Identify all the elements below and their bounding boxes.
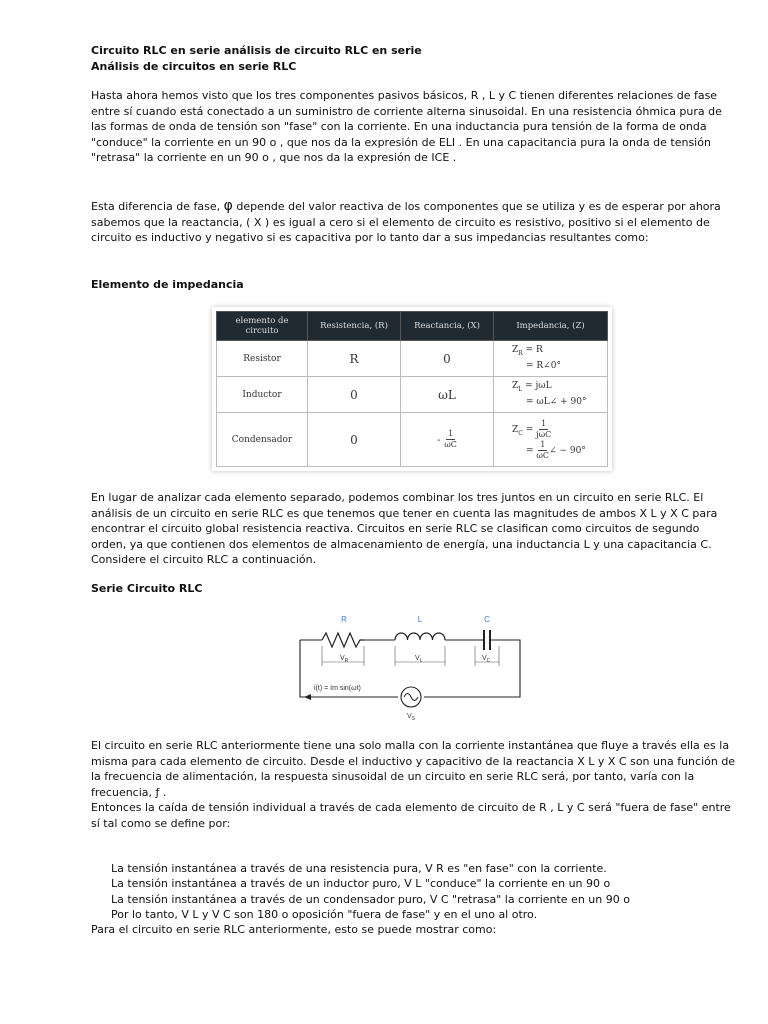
heading-series-circuit: Serie Circuito RLC <box>91 582 203 595</box>
label-vr <box>340 655 349 664</box>
label-c: C <box>484 615 490 624</box>
table-row <box>217 377 608 413</box>
impedance-fraction <box>536 440 549 461</box>
z-symbol: Z <box>512 424 519 435</box>
table-row <box>217 341 608 377</box>
label-r: R <box>341 615 347 624</box>
rlc-circuit-diagram <box>292 610 528 722</box>
reactance-value <box>401 413 494 467</box>
paragraph-phase-difference <box>91 199 736 246</box>
z-symbol: Z <box>512 381 519 392</box>
impedance-line1 <box>512 419 604 440</box>
fraction-numerator: 1 <box>540 439 546 449</box>
z-expression: = jωL <box>522 381 552 392</box>
paragraph-intro: Hasta ahora hemos visto que los tres componentes pasivos básicos, R , L y C tienen diferentes relaciones de fase entre sí cuando está conectado a un suministro de corriente alterna sinusoidal. En una resistencia óhmica pura de las formas de onda de tensión son "fase" con la corriente. En una inductancia pura tensión de la forma de onda "conduce" la corriente en un 90 o , que nos da la expresión de ELI . En una capacitancia pura la onda de tensión "retrasa" la corriente en un 90 o , que nos da la expresión de ICE . <box>91 89 722 164</box>
current-arrow-icon <box>304 694 311 700</box>
z-subscript: C <box>518 429 523 437</box>
table-header-cell: elemento de circuito <box>217 312 308 341</box>
circuit-labels <box>314 615 491 722</box>
table-row <box>217 413 608 467</box>
angle-expression: ∠ − 90° <box>549 445 586 456</box>
label-vl-main: V <box>415 655 420 662</box>
paragraph-single-mesh: El circuito en serie RLC anteriormente tiene una solo malla con la corriente instantánea que fluye a través ella es la misma para cada elemento de circuito. Desde el inductivo y capacitivo de la reactancia X L y X C son una función de la frecuencia de alimentación, la respuesta sinusoidal de un circuito en serie RLC será, por tanto, varía con la frecuencia, ƒ . <box>91 739 736 799</box>
impedance-fraction <box>536 419 551 440</box>
reactance-value: 0 <box>401 341 494 377</box>
label-vs-main: V <box>407 713 412 720</box>
impedance-line2 <box>512 440 604 461</box>
table-header-row <box>217 312 608 341</box>
capacitor-symbol <box>484 630 490 650</box>
inductor-symbol <box>395 633 445 640</box>
z-subscript: L <box>518 385 523 393</box>
label-vc-sub: C <box>486 658 491 664</box>
paragraph-closing: Para el circuito en serie RLC anteriormente, esto se puede mostrar como: <box>91 923 497 936</box>
fraction-numerator: 1 <box>541 418 547 428</box>
resistor-symbol <box>322 633 364 647</box>
para2-text-a: Esta diferencia de fase, <box>91 200 224 213</box>
element-name: Inductor <box>217 377 308 413</box>
z-subscript: R <box>518 349 523 357</box>
label-vs <box>407 713 416 722</box>
list-item: La tensión instantánea a través de una resistencia pura, V R es "en fase" con la corriente. <box>111 862 607 875</box>
fraction-denominator: jωC <box>536 429 552 439</box>
equals-sign: = <box>526 445 537 456</box>
phase-list <box>111 861 731 922</box>
label-l: L <box>417 615 423 624</box>
fraction-denominator: ωC <box>444 440 457 449</box>
impedance-value <box>494 341 608 377</box>
heading-impedance-element: Elemento de impedancia <box>91 278 244 291</box>
label-vr-main: V <box>340 655 345 662</box>
table-header-cell: Reactancia, (X) <box>401 312 494 341</box>
impedance-line1 <box>512 344 604 360</box>
table-header-cell: Impedancia, (Z) <box>494 312 608 341</box>
current-expression: i(t) = Im sin(ωt) <box>314 685 361 692</box>
fraction-denominator: ωC <box>536 450 550 460</box>
impedance-line2: = R∠0° <box>526 360 561 371</box>
para2-text-b: depende del valor reactiva de los componentes que se utiliza y es de esperar por ahora sabemos que la reactancia, ( X ) es igual a cero si el elemento de circuito es resistivo, positivo si el elemento de circuito es inductivo y negativo si es capacitiva por lo tanto dar a sus impedancias resultantes como: <box>91 200 721 244</box>
paragraph-voltage-drop: Entonces la caída de tensión individual a través de cada elemento de circuito de R , L y C será "fuera de fase" entre sí tal como se define por: <box>91 801 731 830</box>
list-item: La tensión instantánea a través de un inductor puro, V L "conduce" la corriente en un 90 o <box>111 877 611 891</box>
label-vl-sub: L <box>419 658 423 664</box>
wire-right <box>424 640 520 697</box>
label-vc-main: V <box>482 655 487 662</box>
z-expression: = R <box>522 345 543 356</box>
reactance-fraction <box>444 429 457 450</box>
document-title-line2: Análisis de circuitos en serie RLC <box>91 60 297 73</box>
fraction-numerator: 1 <box>448 429 454 438</box>
label-vc <box>482 655 491 664</box>
list-item: La tensión instantánea a través de un condensador puro, V C "retrasa" la corriente en un 90 o <box>111 892 630 906</box>
element-name: Resistor <box>217 341 308 377</box>
impedance-table <box>216 311 608 467</box>
minus-sign: - <box>437 435 441 446</box>
resistance-value: 0 <box>308 377 401 413</box>
label-vr-sub: R <box>344 658 349 664</box>
z-symbol: Z <box>512 345 519 356</box>
resistance-value: 0 <box>308 413 401 467</box>
label-vl <box>415 655 423 664</box>
paragraph-series-analysis: En lugar de analizar cada elemento separado, podemos combinar los tres juntos en un circuito en serie RLC. El análisis de un circuito en serie RLC es que tenemos que tener en cuenta las magnitudes de ambos X L y X C para encontrar el circuito global resistencia reactiva. Circuitos en serie RLC se clasifican como circuitos de segundo orden, ya que contienen dos elementos de almacenamiento de energía, una inductancia L y una capacitancia C. Considere el circuito RLC a continuación. <box>91 491 718 566</box>
phi-symbol: φ <box>223 198 233 214</box>
reactance-value: ωL <box>401 377 494 413</box>
equals-sign: = <box>522 424 537 435</box>
impedance-line2: = ωL∠ + 90° <box>526 396 587 407</box>
label-vs-sub: S <box>411 716 416 722</box>
table-header-cell: Resistencia, (R) <box>308 312 401 341</box>
resistance-value: R <box>308 341 401 377</box>
impedance-value <box>494 377 608 413</box>
impedance-line1 <box>512 380 604 396</box>
impedance-value <box>494 413 608 467</box>
element-name: Condensador <box>217 413 308 467</box>
document-title-line1: Circuito RLC en serie análisis de circuito RLC en serie <box>91 44 422 57</box>
list-item: Por lo tanto, V L y V C son 180 o oposición "fuera de fase" y en el uno al otro. <box>111 907 538 921</box>
voltage-markers <box>322 646 499 666</box>
